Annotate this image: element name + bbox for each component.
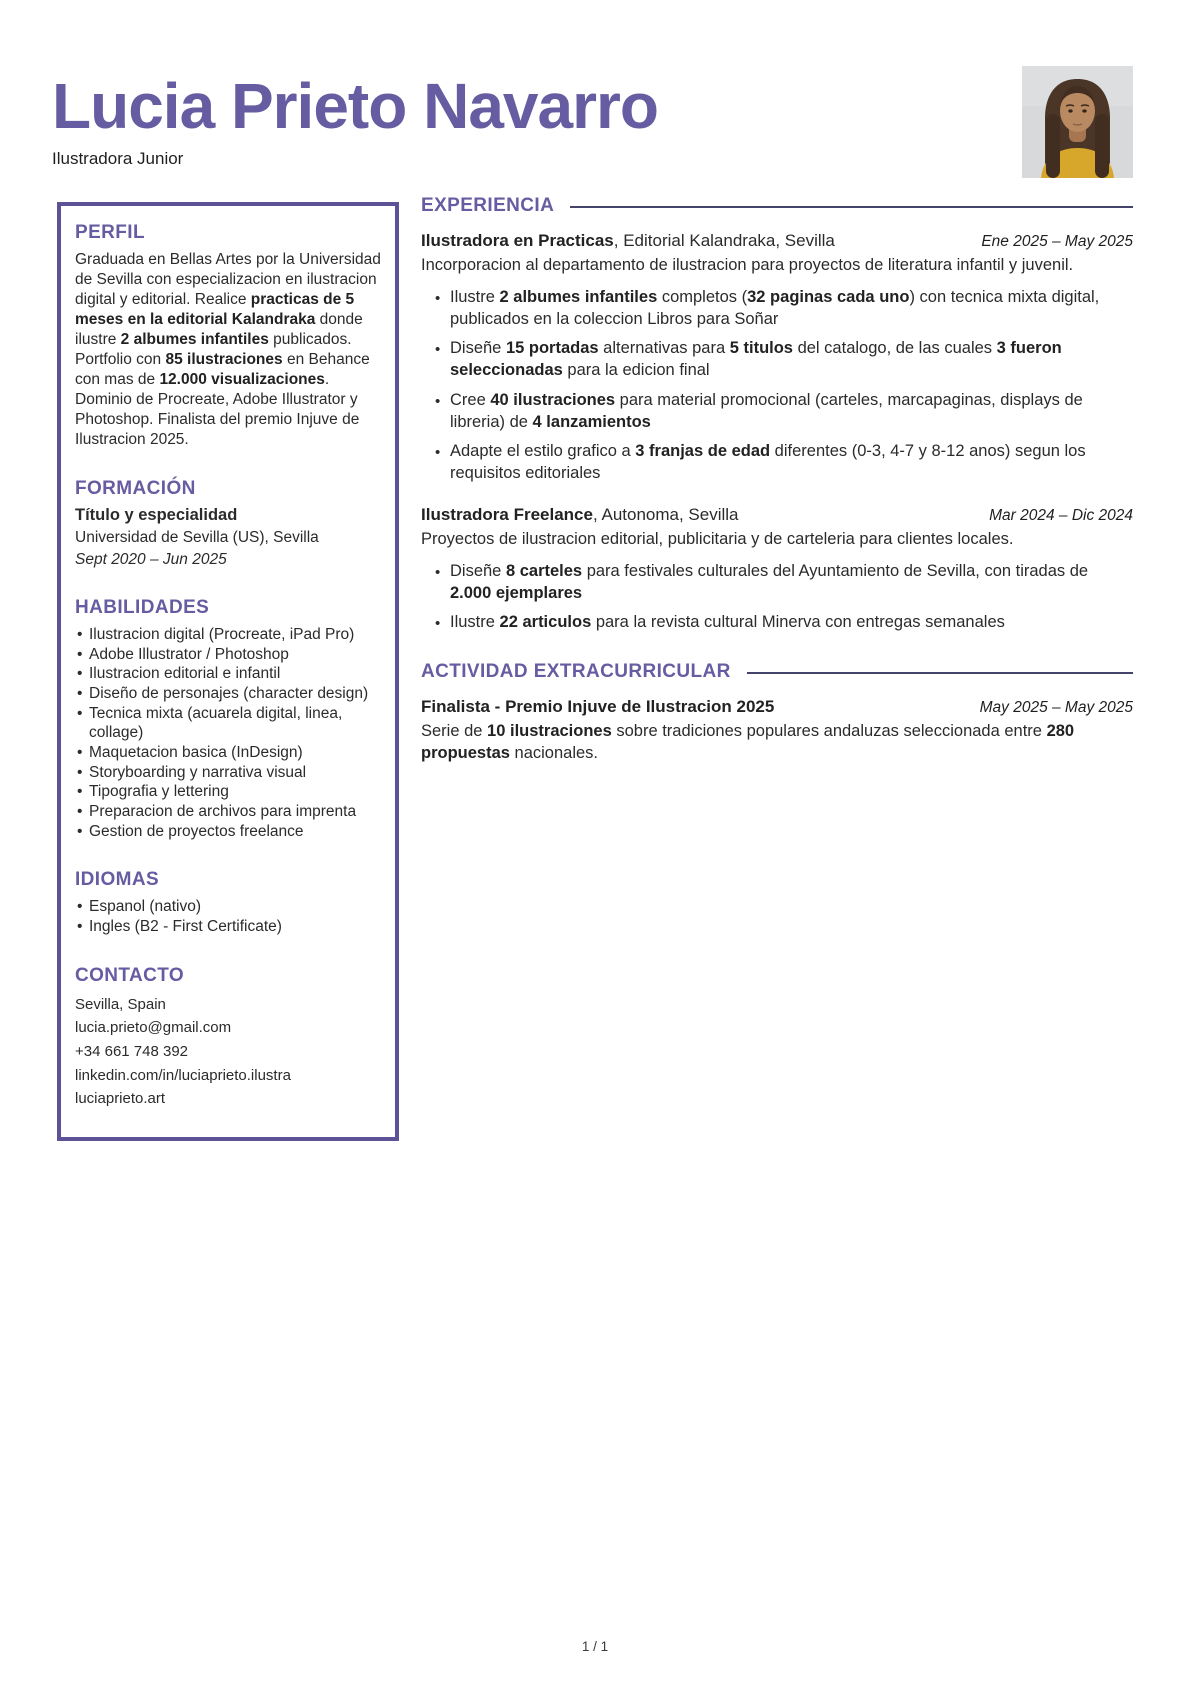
job-title: Ilustradora Freelance — [421, 504, 593, 524]
content-columns — [57, 195, 1133, 1141]
skill-item: • Tipografia y lettering — [75, 782, 381, 802]
contact-location: Sevilla, Spain — [75, 995, 166, 1013]
bullet-item: • Diseñe 8 carteles para festivales culturales del Ayuntamiento de Sevilla, con tiradas de 2.000 ejemplares — [435, 561, 1133, 605]
activity-entry — [421, 696, 1133, 765]
section-contacto — [75, 965, 381, 1111]
job-title-line — [421, 230, 835, 252]
role-subtitle: Ilustradora Junior — [52, 149, 184, 169]
experiencia-section-header — [421, 195, 1133, 217]
skills-list — [75, 625, 381, 841]
education-degree: Título y especialidad — [75, 505, 238, 524]
section-formacion — [75, 478, 381, 569]
education-school: Universidad de Sevilla (US), Sevilla — [75, 528, 319, 546]
formacion-heading: FORMACIÓN — [75, 477, 196, 499]
job-header — [421, 230, 1133, 252]
header — [52, 70, 658, 169]
main-column — [421, 195, 1133, 784]
profile-photo — [1022, 66, 1133, 178]
section-rule — [570, 206, 1133, 208]
contact-website: luciaprieto.art — [75, 1090, 166, 1108]
activity-header — [421, 696, 1133, 718]
perfil-heading: PERFIL — [75, 222, 145, 243]
habilidades-heading: HABILIDADES — [75, 596, 210, 618]
activity-dates: May 2025 – May 2025 — [979, 699, 1133, 717]
skill-item: • Ilustracion digital (Procreate, iPad Pro) — [75, 625, 381, 645]
contacto-heading: CONTACTO — [75, 964, 185, 986]
skill-item: • Ilustracion editorial e infantil — [75, 664, 381, 684]
job-title: Ilustradora en Practicas — [421, 231, 614, 250]
experience-entry — [421, 504, 1133, 634]
contact-phone: +34 661 748 392 — [75, 1042, 189, 1060]
actividad-section-header — [421, 661, 1133, 683]
bullet-item: • Adapte el estilo grafico a 3 franjas de edad diferentes (0-3, 4-7 y 8-12 anos) segun los requisitos editoriales — [435, 441, 1133, 485]
bullet-item: • Diseñe 15 portadas alternativas para 5 titulos del catalogo, de las cuales 3 fueron seleccionadas para la edicion final — [435, 338, 1133, 382]
skill-item: • Diseño de personajes (character design) — [75, 684, 381, 704]
job-subtitle: , Autonoma, Sevilla — [592, 504, 739, 524]
contact-email: lucia.prieto@gmail.com — [75, 1019, 232, 1037]
section-idiomas — [75, 869, 381, 936]
skill-item: • Storyboarding y narrativa visual — [75, 763, 381, 783]
job-summary: Proyectos de ilustracion editorial, publicitaria y de carteleria para clientes locales. — [421, 530, 1014, 549]
experience-entry — [421, 230, 1133, 485]
job-title-line — [421, 504, 739, 526]
experiencia-heading: EXPERIENCIA — [421, 195, 555, 216]
language-item: • Ingles (B2 - First Certificate) — [75, 917, 381, 937]
skill-item: • Tecnica mixta (acuarela digital, linea, collage) — [75, 704, 381, 743]
perfil-text: Graduada en Bellas Artes por la Universidad de Sevilla con especializacion en ilustracion digital y editorial. Realice practicas de 5 meses en la editorial Kalandraka donde ilustre 2 albumes infantiles publicados. Portfolio con 85 ilustraciones en Behance con mas de 12.000 visualizaciones. Dominio de Procreate, Adobe Illustrator y Photoshop. Finalista del premio Injuve de Ilustracion 2025. — [75, 251, 381, 448]
job-bullet-list — [421, 287, 1133, 485]
skill-item: • Preparacion de archivos para imprenta — [75, 802, 381, 822]
job-summary: Incorporacion al departamento de ilustracion para proyectos de literatura infantil y juvenil. — [421, 256, 1074, 275]
languages-list — [75, 897, 381, 936]
bullet-item: • Ilustre 2 albumes infantiles completos (32 paginas cada uno) con tecnica mixta digital, publicados en la coleccion Libros para Soñar — [435, 287, 1133, 331]
job-subtitle: , Editorial Kalandraka, Sevilla — [613, 231, 835, 250]
activity-title: Finalista - Premio Injuve de Ilustracion 2025 — [421, 697, 775, 717]
activity-title-line — [421, 696, 774, 718]
skill-item: • Adobe Illustrator / Photoshop — [75, 645, 381, 665]
bullet-item: • Cree 40 ilustraciones para material promocional (carteles, marcapaginas, displays de libreria) de 4 lanzamientos — [435, 390, 1133, 434]
bullet-item: • Ilustre 22 articulos para la revista cultural Minerva con entregas semanales — [435, 612, 1133, 634]
skill-item: • Maquetacion basica (InDesign) — [75, 743, 381, 763]
section-rule — [747, 672, 1133, 674]
section-habilidades — [75, 597, 381, 841]
skill-item: • Gestion de proyectos freelance — [75, 822, 381, 842]
job-header — [421, 504, 1133, 526]
language-item: • Espanol (nativo) — [75, 897, 381, 917]
sidebar — [57, 202, 399, 1141]
page-number: 1 / 1 — [581, 1639, 609, 1654]
job-bullet-list — [421, 561, 1133, 634]
portrait-illustration — [1022, 66, 1133, 178]
activity-summary: Serie de 10 ilustraciones sobre tradiciones populares andaluzas seleccionada entre 280 propuestas nacionales. — [421, 722, 1075, 762]
actividad-heading: ACTIVIDAD EXTRACURRICULAR — [421, 661, 731, 683]
job-dates: Ene 2025 – May 2025 — [981, 233, 1133, 250]
job-dates: Mar 2024 – Dic 2024 — [989, 506, 1133, 524]
page-title: Lucia Prieto Navarro — [52, 70, 658, 142]
education-dates: Sept 2020 – Jun 2025 — [75, 550, 227, 568]
contact-linkedin: linkedin.com/in/luciaprieto.ilustra — [75, 1066, 291, 1084]
section-perfil — [75, 222, 381, 450]
idiomas-heading: IDIOMAS — [75, 869, 160, 891]
